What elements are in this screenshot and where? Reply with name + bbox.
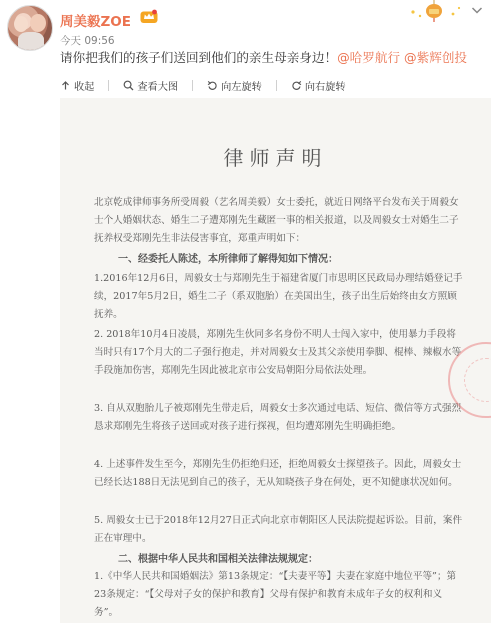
mention-link-1[interactable]: @哈罗航行 — [337, 50, 401, 65]
rotate-right-icon — [291, 80, 302, 91]
post-text — [60, 47, 467, 66]
image-toolbar — [60, 76, 491, 94]
document-paragraph-2: 2. 2018年10月4日凌晨，郑刚先生伙同多名身份不明人士闯入家中，使用暴力手段将当时只有17个月大的二子强行抱走，并对周毅女士及其父亲使用拳脚、棍棒、辣椒水等手段施加伤害，郑刚先生因此被北京市公安局朝阳分局依法处理。 — [94, 329, 462, 376]
chevron-down-icon[interactable] — [469, 2, 485, 18]
post-timestamp: 今天 09:56 — [60, 35, 115, 47]
magnifier-icon — [123, 80, 134, 91]
view-large-label: 查看大图 — [137, 81, 179, 93]
avatar-face-right — [30, 14, 46, 32]
mention-link-2[interactable]: @紫辉创投 — [404, 50, 468, 65]
collapse-label: 收起 — [74, 81, 95, 93]
document-paragraph-3: 3. 自从双胞胎儿子被郑刚先生带走后，周毅女士多次通过电话、短信、微信等方式强烈恳求郑刚先生将孩子送回或对孩子进行探视，但均遭郑刚先生明确拒绝。 — [94, 403, 462, 432]
seal-inner-ring — [464, 358, 491, 402]
document-paragraph-1: 1.2016年12月6日，周毅女士与郑刚先生于福建省厦门市思明区民政局办理结婚登记手续，2017年5月2日，婚生二子（系双胞胎）在美国出生，孩子出生后始终由女方照顾抚养。 — [94, 273, 463, 320]
collapse-button[interactable] — [60, 78, 94, 93]
lawyer-statement-image[interactable] — [60, 98, 491, 623]
document-paragraph-6: 1.《中华人民共和国婚姻法》第13条规定：“【夫妻平等】夫妻在家庭中地位平等”；第23条规定：“【父母对子女的保护和教育】父母有保护和教育未成年子女的权利和义务”。 — [94, 571, 457, 618]
avatar-face-left — [14, 16, 28, 32]
toolbar-divider — [276, 80, 277, 91]
post-header — [0, 0, 495, 50]
festival-lantern-icon — [409, 0, 461, 22]
document-paragraph-5: 5. 周毅女士已于2018年12月27日正式向北京市朝阳区人民法院提起诉讼。目前，案件正在审理中。 — [94, 515, 463, 544]
document-paragraph-4: 4. 上述事件发生至今，郑刚先生仍拒绝归还，拒绝周毅女士探望孩子。因此，周毅女士已经长达188日无法见到自己的孩子，无从知晓孩子身在何处，更不知健康状况如何。 — [94, 459, 462, 488]
collapse-arrow-icon — [60, 80, 71, 91]
rotate-right-label: 向右旋转 — [304, 81, 346, 93]
rotate-left-button[interactable] — [207, 78, 262, 93]
post-body: 请你把我们的孩子们送回到他们的亲生母亲身边！ — [60, 50, 338, 65]
rotate-left-label: 向左旋转 — [221, 81, 262, 93]
document-title: 律师声明 — [223, 146, 328, 170]
document-intro: 北京乾成律师事务所受周毅（艺名周美毅）女士委托，就近日网络平台发布关于周毅女士个人婚姻状态、婚生二子遭郑刚先生藏匿一事的相关报道，以及周毅女士对婚生二子抚养权受郑刚先生非法侵害事宜，郑重声明如下： — [94, 197, 459, 244]
vip-crown-badge-icon[interactable] — [140, 9, 158, 24]
username-link[interactable]: 周美毅ZOE — [60, 14, 131, 30]
avatar-body — [18, 32, 44, 50]
section-1-heading: 一、经委托人陈述，本所律师了解得知如下情况： — [118, 254, 338, 265]
rotate-right-button[interactable] — [291, 78, 346, 93]
avatar[interactable] — [7, 5, 53, 51]
section-2-heading: 二、根据中华人民共和国相关法律法规规定： — [118, 554, 318, 565]
toolbar-divider — [108, 80, 109, 91]
view-large-button[interactable] — [123, 78, 178, 93]
rotate-left-icon — [207, 80, 218, 91]
toolbar-divider — [192, 80, 193, 91]
